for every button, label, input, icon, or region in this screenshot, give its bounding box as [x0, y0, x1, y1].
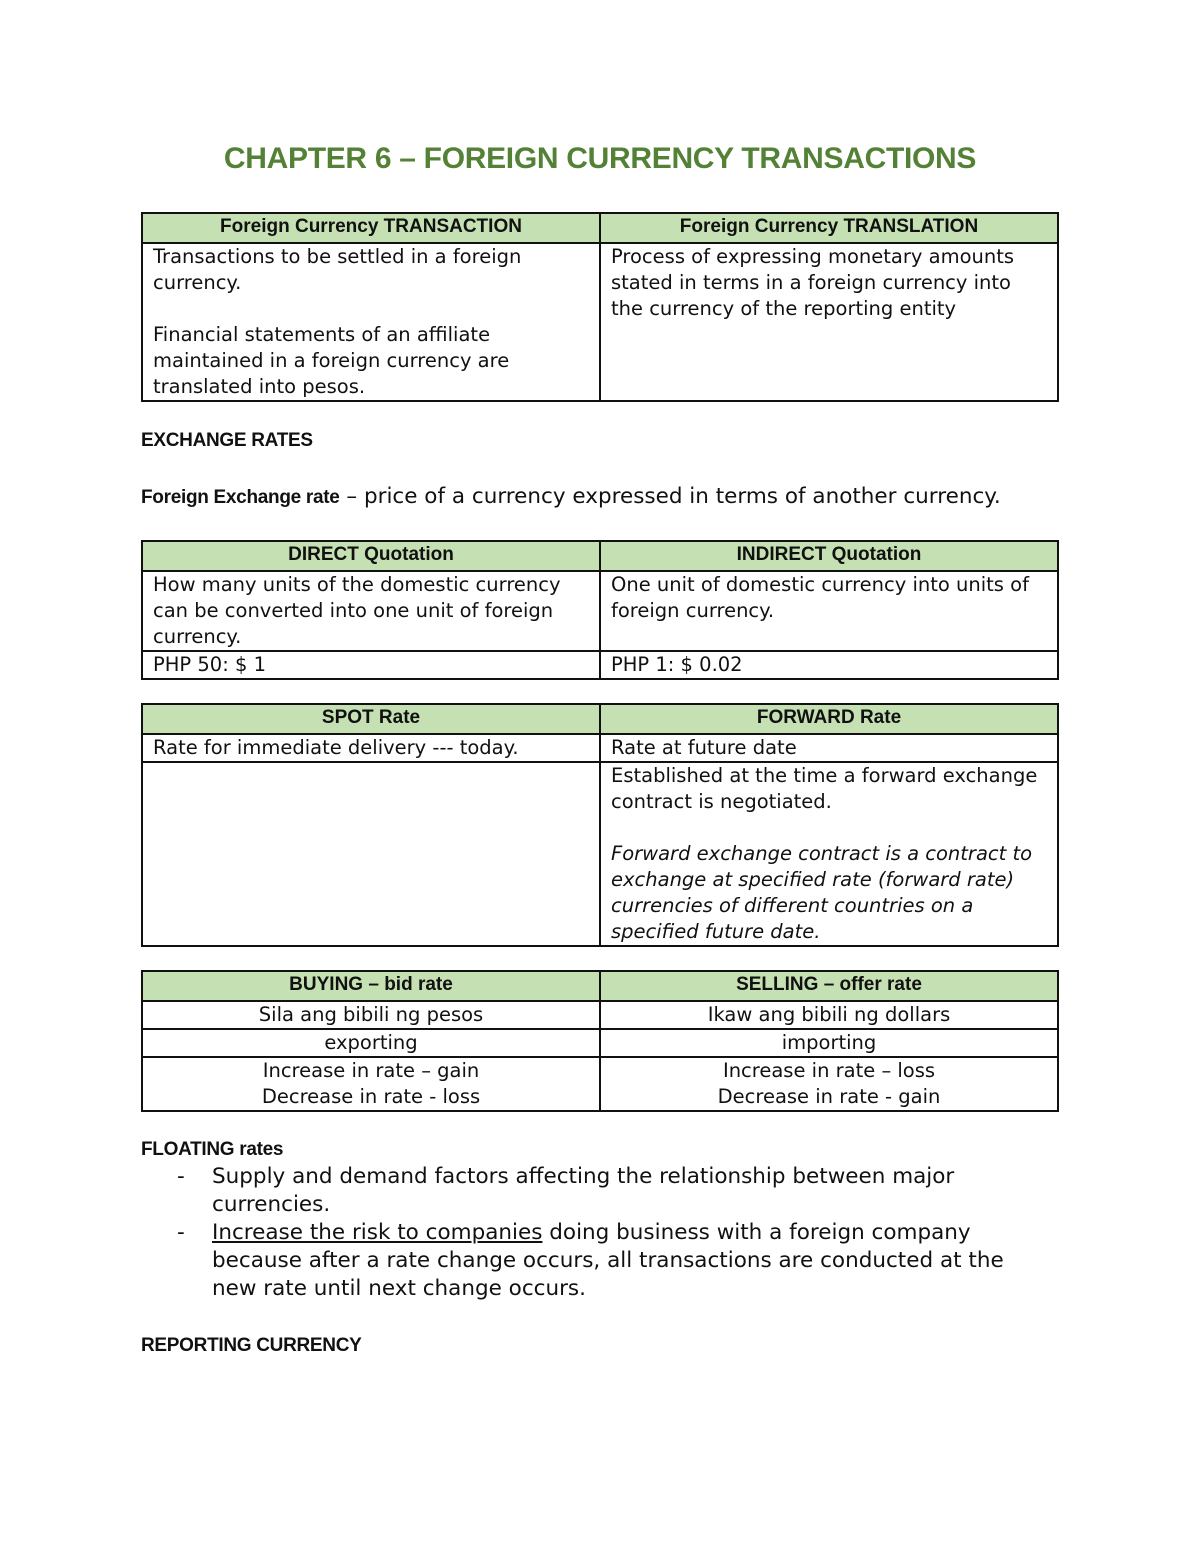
definition-paragraph [141, 484, 1001, 509]
table-header: FORWARD Rate [600, 704, 1058, 734]
cell-line: Increase in rate – loss [722, 1059, 936, 1082]
underlined-text: Increase the risk to companies [212, 1220, 543, 1245]
table-cell: How many units of the domestic currency can be converted into one unit of foreign currency. [142, 571, 600, 651]
list-item [141, 1219, 1041, 1303]
table-cell: exporting [142, 1029, 600, 1057]
spot-forward-table [141, 703, 1059, 947]
table-cell [142, 762, 600, 946]
table-cell: importing [600, 1029, 1058, 1057]
table-cell: Sila ang bibili ng pesos [142, 1001, 600, 1029]
table-cell: One unit of domestic currency into units of foreign currency. [600, 571, 1058, 651]
cell-paragraph: Transactions to be settled in a foreign currency. [153, 245, 522, 294]
section-heading: REPORTING CURRENCY [141, 1335, 362, 1356]
dash-bullet: - [177, 1220, 185, 1245]
quotation-table [141, 540, 1059, 680]
table-cell: PHP 1: $ 0.02 [600, 651, 1058, 679]
section-heading: FLOATING rates [141, 1139, 284, 1160]
definition-term: Foreign Exchange rate [141, 487, 340, 508]
cell-paragraph: Process of expressing monetary amounts stated in terms in a foreign currency into the currency of the reporting entity [611, 245, 1015, 320]
cell-paragraph: Established at the time a forward exchange contract is negotiated. [611, 764, 1038, 813]
table-header: BUYING – bid rate [142, 971, 600, 1001]
cell-paragraph: Financial statements of an affiliate maintained in a foreign currency are translated into pesos. [153, 323, 510, 398]
table-header: SPOT Rate [142, 704, 600, 734]
table-header: Foreign Currency TRANSACTION [142, 213, 600, 243]
table-cell: Rate at future date [600, 734, 1058, 762]
transaction-translation-table [141, 212, 1059, 402]
list-item-text: Supply and demand factors affecting the relationship between major currencies. [212, 1164, 955, 1217]
table-header: DIRECT Quotation [142, 541, 600, 571]
table-header: Foreign Currency TRANSLATION [600, 213, 1058, 243]
table-cell: Ikaw ang bibili ng dollars [600, 1001, 1058, 1029]
section-heading: EXCHANGE RATES [141, 430, 313, 451]
cell-line: Decrease in rate - loss [261, 1085, 481, 1108]
table-cell: PHP 50: $ 1 [142, 651, 600, 679]
table-cell [600, 243, 1058, 401]
table-header: SELLING – offer rate [600, 971, 1058, 1001]
table-cell: Rate for immediate delivery --- today. [142, 734, 600, 762]
table-cell [142, 1057, 600, 1111]
cell-line: Decrease in rate - gain [717, 1085, 941, 1108]
table-cell [600, 762, 1058, 946]
list-item-text: doing business with a foreign company because after a rate change occurs, all transactions are conducted at the new rate until next change occurs. [212, 1220, 1004, 1301]
definition-text: – price of a currency expressed in terms of another currency. [339, 484, 1001, 509]
cell-line: Increase in rate – gain [262, 1059, 480, 1082]
table-cell [600, 1057, 1058, 1111]
floating-rates-list [141, 1163, 1041, 1303]
buying-selling-table [141, 970, 1059, 1112]
dash-bullet: - [177, 1164, 185, 1189]
cell-paragraph: Forward exchange contract is a contract to exchange at specified rate (forward rate) currencies of different countries on a specified future date. [611, 842, 1033, 943]
list-item [141, 1163, 1041, 1219]
table-header: INDIRECT Quotation [600, 541, 1058, 571]
page-title: CHAPTER 6 – FOREIGN CURRENCY TRANSACTIONS [223, 142, 977, 175]
table-cell [142, 243, 600, 401]
